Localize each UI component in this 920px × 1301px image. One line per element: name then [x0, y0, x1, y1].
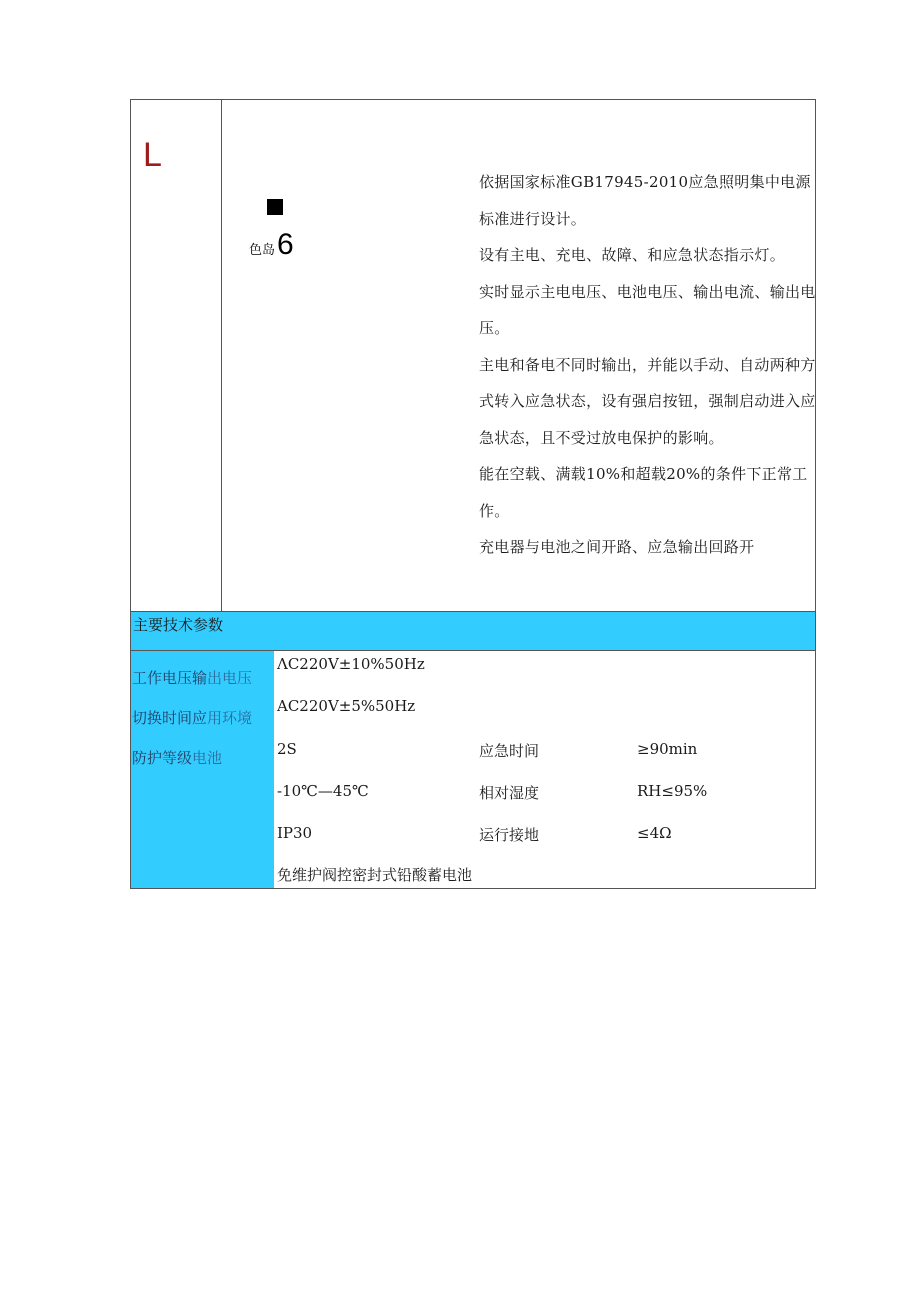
- param-label: 防护等级: [132, 749, 193, 767]
- square-icon: [267, 199, 283, 215]
- column-divider: [221, 99, 222, 611]
- humidity-label: 相对湿度: [479, 784, 540, 802]
- params-title: 主要技术参数: [133, 616, 224, 634]
- param-label-row: [132, 667, 252, 688]
- image-label-big: 6: [277, 228, 294, 261]
- grounding-value: ≤4Ω: [637, 824, 672, 842]
- param-label-row: [132, 747, 222, 768]
- param-label-column: [131, 651, 274, 888]
- output-voltage-value: AC220V±5%50Hz: [277, 697, 416, 715]
- env-temp-value: -10℃—45℃: [277, 782, 369, 800]
- feature-item: 充电器与电池之间开路、应急输出回路开: [479, 538, 755, 556]
- image-label-small: 色岛: [249, 242, 276, 257]
- feature-item: 实时显示主电电压、电池电压、输出电流、输出电压。: [479, 282, 816, 337]
- battery-value: 免维护阀控密封式铅酸蓄电池: [277, 866, 473, 884]
- feature-item: 依据国家标准GB17945-2010应急照明集中电源标准进行设计。: [479, 173, 811, 228]
- emergency-time-label: 应急时间: [479, 742, 540, 760]
- emergency-time-value: ≥90min: [637, 740, 698, 758]
- param-label: 切换时间应: [132, 709, 208, 727]
- grounding-label: 运行接地: [479, 826, 540, 844]
- humidity-value: RH≤95%: [637, 782, 708, 800]
- param-label: 工作电压输: [132, 669, 208, 687]
- feature-list: [479, 164, 821, 566]
- param-label: 电池: [192, 749, 223, 767]
- feature-item: 设有主电、充电、故障、和应急状态指示灯。: [479, 246, 786, 264]
- feature-item: 能在空载、满载10%和超载20%的条件下正常工作。: [479, 465, 808, 520]
- working-voltage-value: ΛC220V±10%50Hz: [277, 655, 425, 673]
- product-image-label: [249, 230, 294, 260]
- protection-value: IP30: [277, 824, 313, 842]
- param-label-row: [132, 707, 252, 728]
- switch-time-value: 2S: [277, 740, 297, 758]
- param-label: 出电压: [207, 669, 253, 687]
- params-header: [131, 612, 815, 650]
- logo-mark: L: [143, 136, 162, 174]
- param-label: 用环境: [207, 709, 253, 727]
- feature-item: 主电和备电不同时输出，并能以手动、自动两种方式转入应急状态，设有强启按钮，强制启动进入应急状态，且不受过放电保护的影响。: [479, 355, 816, 447]
